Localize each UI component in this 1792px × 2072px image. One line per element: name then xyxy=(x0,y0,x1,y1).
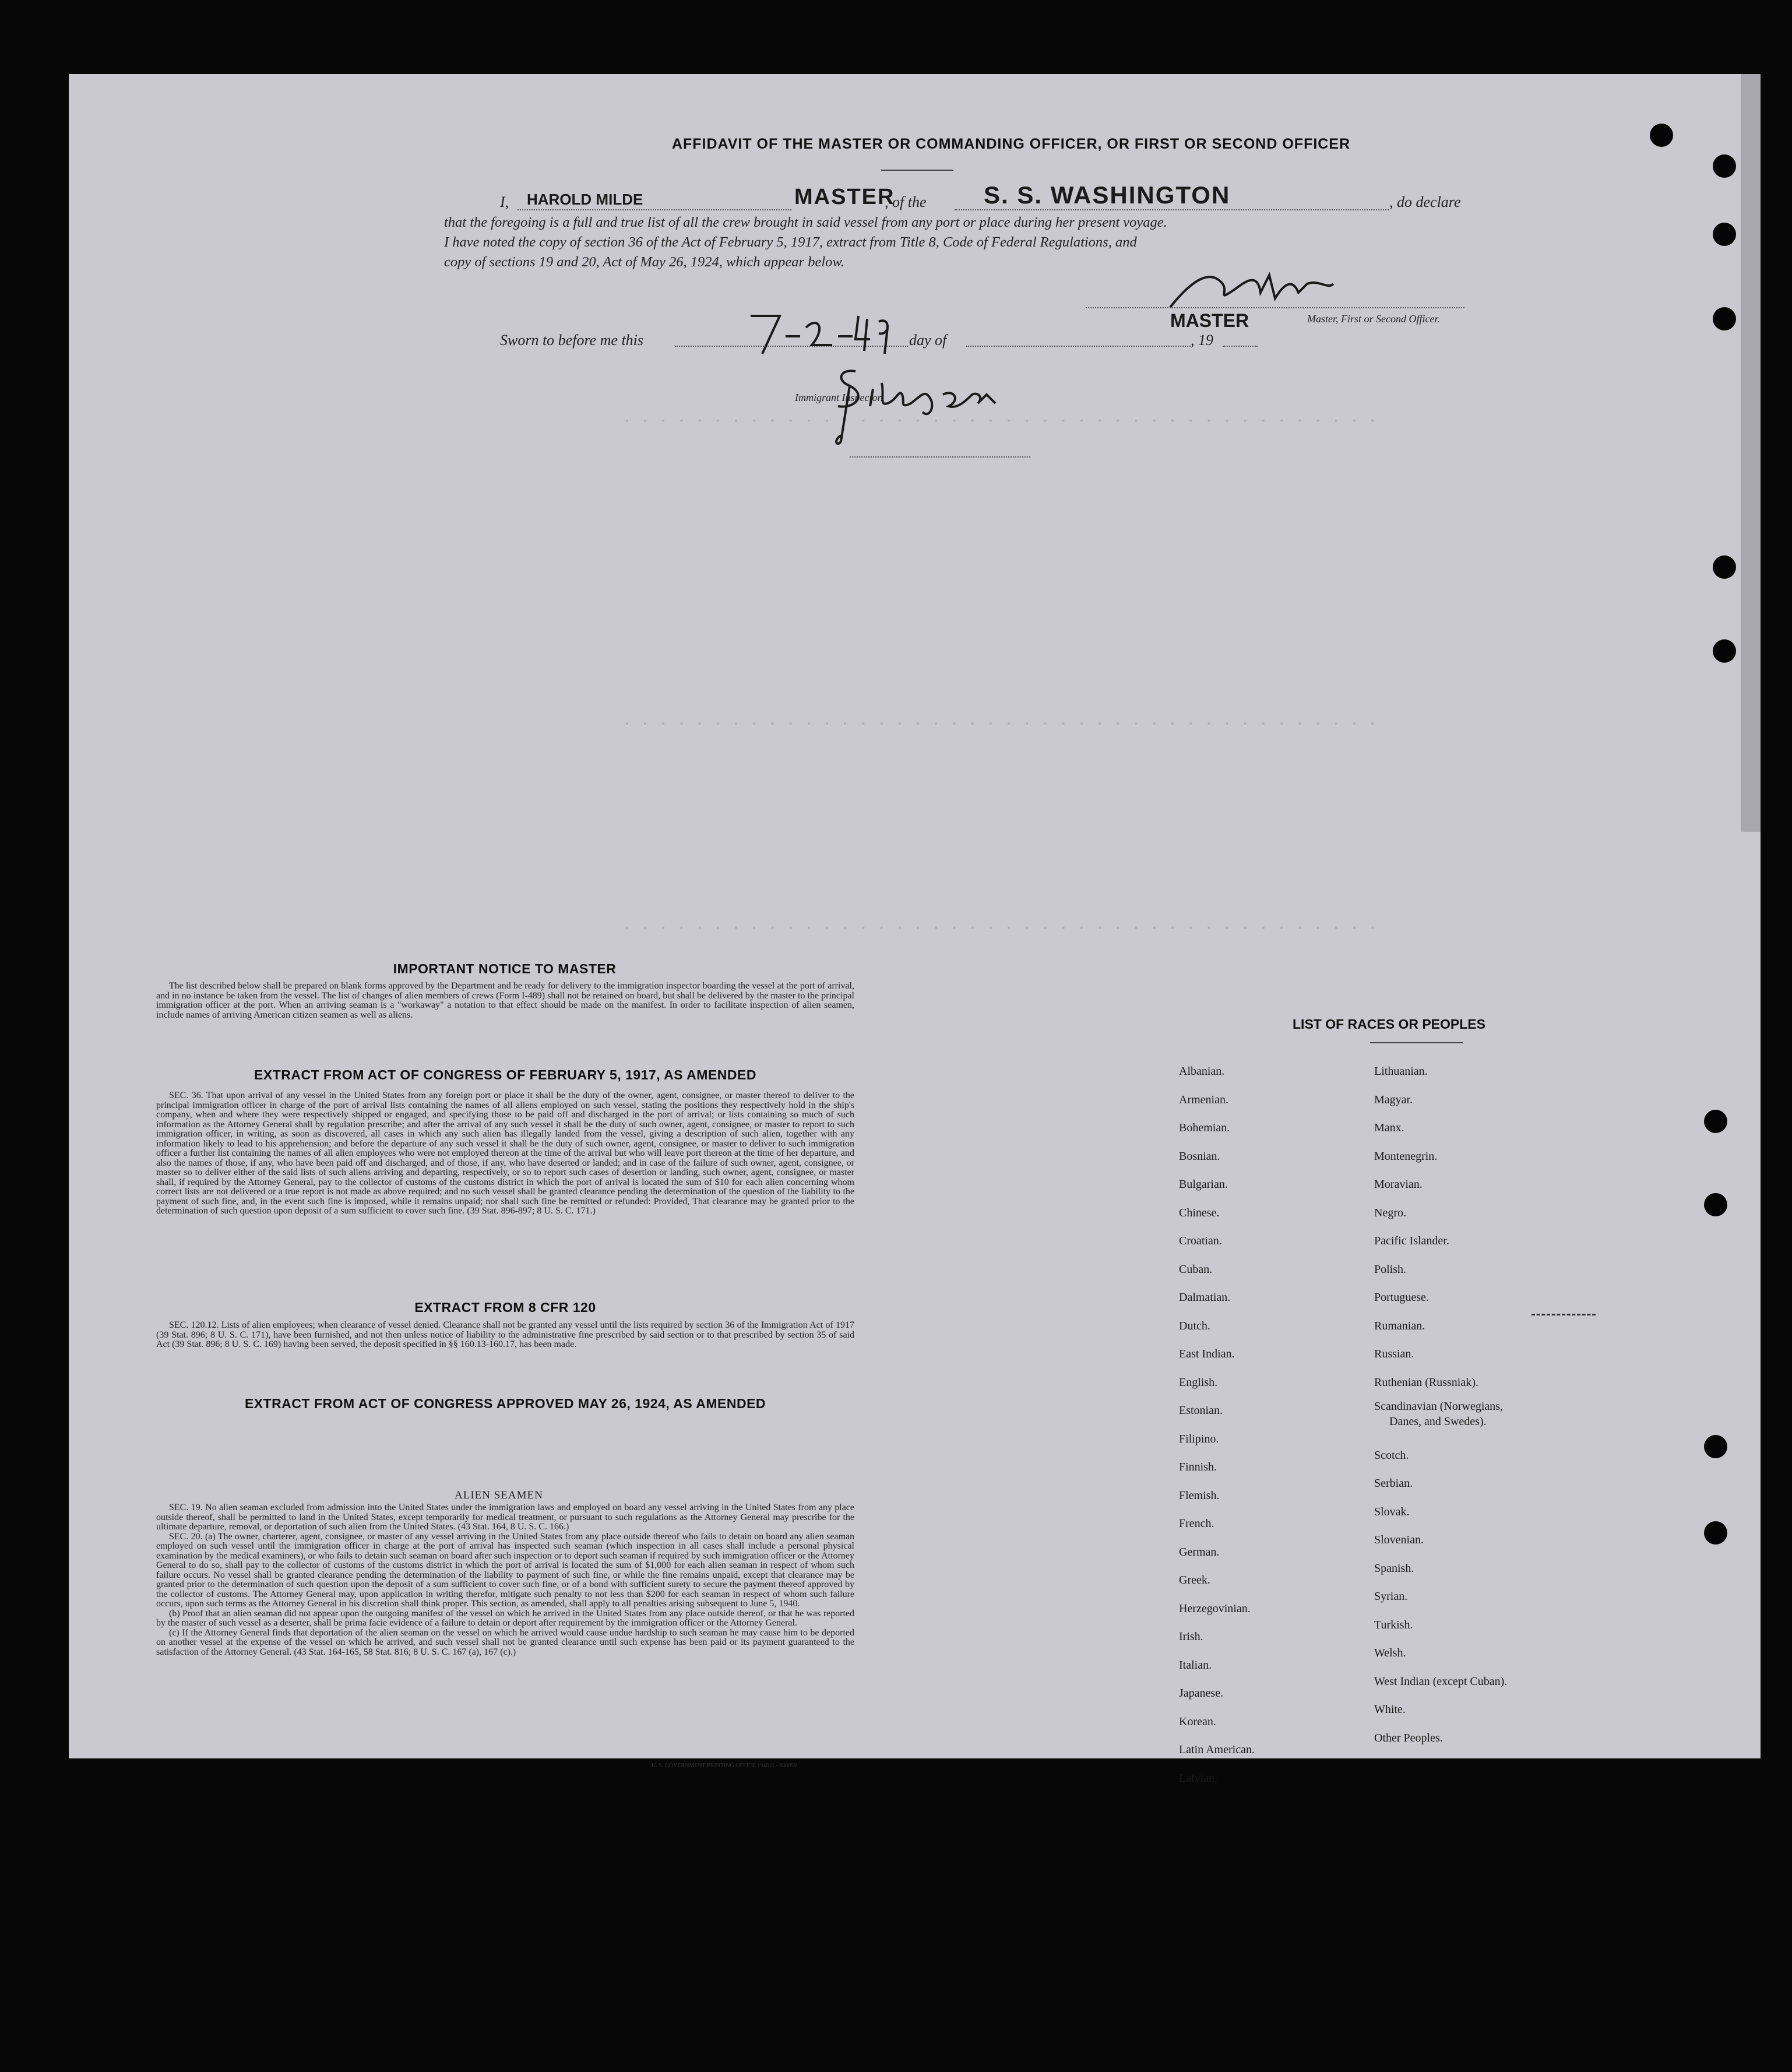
race-item: Slovak. xyxy=(1374,1505,1410,1518)
master-signature xyxy=(1159,266,1380,313)
declaration-body xyxy=(444,213,1471,272)
vessel-name-stamp: S. S. WASHINGTON xyxy=(984,181,1231,209)
race-item: Montenegrin. xyxy=(1374,1149,1438,1163)
race-item: Scotch. xyxy=(1374,1448,1409,1462)
race-item: German. xyxy=(1179,1545,1220,1559)
race-item: English. xyxy=(1179,1376,1218,1389)
race-item xyxy=(1374,1396,1507,1441)
affidavit-form-page xyxy=(69,74,1761,1785)
race-item: Croatian. xyxy=(1179,1234,1222,1247)
race-item-line: Scandinavian (Norwegians, xyxy=(1374,1400,1504,1413)
race-item: Slovenian. xyxy=(1374,1533,1424,1547)
races-underline xyxy=(1370,1042,1463,1043)
race-item: Japanese. xyxy=(1179,1687,1224,1700)
declaration-line: I have noted the copy of section 36 of the Act of February 5, 1917, extract from Title 8, Code of Federal Regulations, and xyxy=(444,234,1137,250)
year-prefix: , 19 xyxy=(1191,332,1213,349)
race-item: Magyar. xyxy=(1374,1093,1413,1106)
race-item: Portuguese. xyxy=(1374,1291,1429,1304)
punch-hole xyxy=(1713,154,1736,178)
extract1-body xyxy=(156,1091,854,1216)
extract3-heading: EXTRACT FROM ACT OF CONGRESS APPROVED MAY 26, 1924, AS AMENDED xyxy=(244,1396,766,1411)
bleed-through-text: · · · · · · · · · · · · · · · · · · · · · · · · · · · · · · · · · · · · · · · · · · xyxy=(622,715,1378,733)
declaration-line: copy of sections 19 and 20, Act of May 26, 1924, which appear below. xyxy=(444,254,845,270)
punch-hole xyxy=(1704,1110,1727,1133)
form-title: AFFIDAVIT OF THE MASTER OR COMMANDING OFFICER, OR FIRST OR SECOND OFFICER xyxy=(671,136,1351,152)
race-item: Estonian. xyxy=(1179,1404,1223,1417)
race-item: Albanian. xyxy=(1179,1065,1225,1078)
master-caption: Master, First or Second Officer. xyxy=(1307,313,1440,325)
race-item: Chinese. xyxy=(1179,1206,1220,1219)
inspector-signature-line xyxy=(850,456,1030,458)
race-item: Moravian. xyxy=(1374,1178,1423,1191)
race-item: Dalmatian. xyxy=(1179,1291,1231,1304)
notice-paragraph: The list described below shall be prepared on blank forms approved by the Department and be ready for delivery to the immigration inspector boarding the vessel at the port of arrival, and in no instance be taken from the vessel. The list of changes of alien members of crews (Form I-489) shall not be retained on board, but shall be delivered by the master to the principal immigration officer at the port. When an arriving seaman is a "workaway" a notation to that effect should be made on the manifest. In order to facilitate inspection of alien seamen, include names of arriving American citizen seamen as well as aliens. xyxy=(156,981,854,1020)
race-item: Greek. xyxy=(1179,1574,1210,1586)
extract2-heading: EXTRACT FROM 8 CFR 120 xyxy=(414,1300,596,1315)
sworn-prefix: Sworn to before me this xyxy=(500,332,644,349)
race-item: Latin American. xyxy=(1179,1743,1255,1756)
race-item: Syrian. xyxy=(1374,1590,1408,1603)
bleed-through-text: · · · · · · · · · · · · · · · · · · · · · · · · · · · · · · · · · · · · · · · · · · xyxy=(622,412,1378,430)
race-item: Korean. xyxy=(1179,1715,1216,1728)
extract3-paragraph: (b) Proof that an alien seaman did not appear upon the outgoing manifest of the vessel on which he arrived in the United States from any place outside thereof, or that he was reported by the master of such vessel as a deserter, shall be prima facie evidence of a failure to detain or deport after requirement by the immigration officer or the Attorney General. xyxy=(156,1608,854,1628)
race-item: Lithuanian. xyxy=(1374,1065,1428,1078)
race-item: Welsh. xyxy=(1374,1647,1406,1660)
race-item: Flemish. xyxy=(1179,1489,1220,1502)
race-item: White. xyxy=(1374,1703,1406,1716)
race-item: Ruthenian (Russniak). xyxy=(1374,1376,1478,1389)
day-of-text: day of xyxy=(909,332,947,349)
notice-heading: IMPORTANT NOTICE TO MASTER xyxy=(393,961,617,976)
race-item: Manx. xyxy=(1374,1121,1404,1134)
race-item: Dutch. xyxy=(1179,1319,1210,1332)
race-item: Italian. xyxy=(1179,1658,1212,1672)
extract3-paragraph: (c) If the Attorney General finds that deportation of the alien seaman on the vessel on which he arrived would cause undue hardship to such seaman he may cause him to be deported on another vessel at the expense of the vessel on which he arrived, and such vessel shall not be granted clearance until such expense has been paid or its payment guaranteed to the satisfaction of the Attorney General. (43 Stat. 164-165, 58 Stat. 816; 8 U. S. C. 167 (a), 167 (c).) xyxy=(156,1627,854,1657)
year-line xyxy=(1223,346,1258,347)
race-item: Other Peoples. xyxy=(1374,1731,1443,1744)
race-item: Serbian. xyxy=(1374,1477,1413,1490)
extract2-paragraph: SEC. 120.12. Lists of alien employees; when clearance of vessel denied. Clearance shall not be granted any vessel until the lists required by section 36 of the Immigration Act of 1917 (39 Stat. 896; 8 U. S. C. 171), have been furnished, and not then unless notice of liability to the administrative fine prescribed by said section or to that prescribed by section 35 of said Act (39 Stat. 896; 8 U. S. C. 169) having been served, the deposit specified in §§ 160.13-160.17, has been made. xyxy=(156,1320,854,1349)
race-item: East Indian. xyxy=(1179,1348,1235,1360)
race-item: Filipino. xyxy=(1179,1432,1219,1445)
punch-hole xyxy=(1650,124,1673,147)
race-item: Irish. xyxy=(1179,1630,1203,1643)
race-item: Bohemian. xyxy=(1179,1121,1230,1134)
punch-hole xyxy=(1713,639,1736,663)
declaration-i: I, xyxy=(500,194,509,210)
alien-seamen-subheading: ALIEN SEAMEN xyxy=(455,1489,543,1501)
race-item: Herzegovinian. xyxy=(1179,1602,1251,1615)
extract3-paragraph: SEC. 19. No alien seaman excluded from admission into the United States under the immigration laws and employed on board any vessel arriving in the United States from any place outside thereof, shall be permitted to land in the United States, except temporarily for medical treatment, or pursuant to such regulations as the Attorney General may prescribe for the ultimate departure, removal, or deportation of such alien from the United States. (43 Stat. 164, 8 U. S. C. 166.) xyxy=(156,1503,854,1532)
race-item: Latvian. xyxy=(1179,1771,1218,1785)
race-item: Bulgarian. xyxy=(1179,1178,1228,1191)
extract3-paragraph: SEC. 20. (a) The owner, charterer, agent, consignee, or master of any vessel arriving in the United States from any place outside thereof who fails to detain on board any alien seaman employed on such vessel until the immigration officer in charge at the port of arrival has inspected such seaman (which inspection in all cases shall include a personal physical examination by the medical examiners), or who fails to detain such seaman on board after such inspection or to deport such seaman if required by such immigration officer or the Attorney General to do so, shall pay to the collector of customs of the customs district in which the port of arrival is located the sum of $1,000 for each alien seaman in respect of whom such failure occurs. No vessel shall be granted clearance pending the determination of the liability to payment of such fine, or while the fine remains unpaid, except that clearance may be granted prior to the determination of such question upon the deposit of a sum sufficient to cover such fine, or of a bond with sufficient surety to secure the payment thereof approved by the collector of customs. The Attorney General may, upon application in writing therefor, mitigate such penalty to not less than $200 for each seaman in respect of whom such failure occurs, upon such terms as the Attorney General in his discretion shall think proper. This section, as amended, shall apply to all penalties arising subsequent to June 5, 1940. xyxy=(156,1531,854,1609)
race-item: Russian. xyxy=(1374,1348,1414,1360)
name-line xyxy=(517,209,791,210)
race-item: Spanish. xyxy=(1374,1561,1414,1575)
master-name: HAROLD MILDE xyxy=(527,191,643,208)
races-heading: LIST OF RACES OR PEOPLES xyxy=(1293,1016,1485,1032)
gpo-imprint: U. S. GOVERNMENT PRINTING OFFICE 1948 O - 688059 xyxy=(652,1763,797,1769)
do-declare-text: , do declare xyxy=(1389,194,1461,210)
manuscript-dash xyxy=(1532,1314,1596,1315)
race-item: Finnish. xyxy=(1179,1461,1217,1473)
race-item: West Indian (except Cuban). xyxy=(1374,1675,1508,1688)
race-item-line: Danes, and Swedes). xyxy=(1389,1415,1487,1428)
race-item: Polish. xyxy=(1374,1262,1407,1276)
punch-hole xyxy=(1713,555,1736,579)
of-the-text: , of the xyxy=(885,194,927,210)
punch-hole xyxy=(1704,1435,1727,1458)
race-item: Negro. xyxy=(1374,1206,1406,1219)
declaration-line: that the foregoing is a full and true list of all the crew brought in said vessel from any port or place during her present voyage. xyxy=(444,214,1167,230)
title-underline xyxy=(881,170,953,171)
race-item: Cuban. xyxy=(1179,1262,1213,1276)
race-item: Bosnian. xyxy=(1179,1149,1220,1163)
race-item: Rumanian. xyxy=(1374,1319,1425,1332)
inspector-caption: Immigrant Inspector. xyxy=(795,392,883,403)
punch-hole xyxy=(1704,1193,1727,1216)
vessel-line xyxy=(955,209,1389,210)
punch-hole xyxy=(1704,1521,1727,1545)
notice-body xyxy=(156,982,854,1020)
race-item: French. xyxy=(1179,1517,1214,1530)
bleed-through-text: · · · · · · · · · · · · · · · · · · · · · · · · · · · · · · · · · · · · · · · · · · xyxy=(622,919,1378,937)
extract1-paragraph: SEC. 36. That upon arrival of any vessel in the United States from any foreign port or place it shall be the duty of the owner, agent, consignee, or master thereof to deliver to the principal immigration officer in charge of the port of arrival lists containing the names of all aliens employed on such vessel, stating the positions they respectively hold in the ship's company, when and where they were respectively shipped or engaged, and specifying those to be paid off and discharged in the port of arrival; or lists containing so much of such information as the Attorney General shall by regulation prescribe; and after the arrival of any such vessel it shall be the duty of such owner, agent, consignee, or master to report to such immigration officer, in writing, as soon as discovered, all cases in which any such alien has illegally landed from the vessel, giving a description of such alien, together with any information likely to lead to his apprehension; and before the departure of any such vessel it shall be the duty of such owner, agent, consignee, or master to deliver to such immigration officer a further list containing the names of all alien employees who were not employed thereon at the time of the arrival but who will leave port thereon at the time of her departure, and also the names of those, if any, who have been paid off and discharged, and of those, if any, who have deserted or landed; and in case of the failure of such owner, agent, consignee, or master so to deliver either of the said lists of such aliens arriving and departing, respectively, or so to report such cases of desertion or landing, such owner, agent, consignee, or master shall, if required by the Attorney General, pay to the collector of customs of the customs district in which the port of arrival is located the sum of $10 for each alien concerning whom correct lists are not delivered or a true report is not made as above required; and no such vessel shall be granted clearance pending the determination of the question of the liability to the payment of such fine, and, in the event such fine is imposed, while it remains unpaid; nor shall such fine be remitted or refunded: Provided, That clearance may be granted prior to the determination of such question upon deposit of a sum sufficient to cover such fine. (39 Stat. 896-897; 8 U. S. C. 171.) xyxy=(156,1090,854,1216)
punch-hole xyxy=(1713,223,1736,246)
race-item: Turkish. xyxy=(1374,1618,1413,1631)
extract2-body xyxy=(156,1321,854,1350)
page-edge-strip xyxy=(1741,74,1761,832)
rank-stamp: MASTER xyxy=(794,185,895,209)
race-item: Armenian. xyxy=(1179,1093,1228,1106)
master-stamp: MASTER xyxy=(1170,310,1249,331)
month-line xyxy=(966,346,1191,347)
extract1-heading: EXTRACT FROM ACT OF CONGRESS OF FEBRUARY 5, 1917, AS AMENDED xyxy=(254,1067,756,1082)
races-right-column xyxy=(1374,1057,1507,1752)
punch-hole xyxy=(1713,307,1736,330)
race-item: Pacific Islander. xyxy=(1374,1234,1449,1247)
races-left-column xyxy=(1179,1057,1255,1792)
handwritten-date xyxy=(745,304,896,357)
extract3-body xyxy=(156,1503,854,1657)
